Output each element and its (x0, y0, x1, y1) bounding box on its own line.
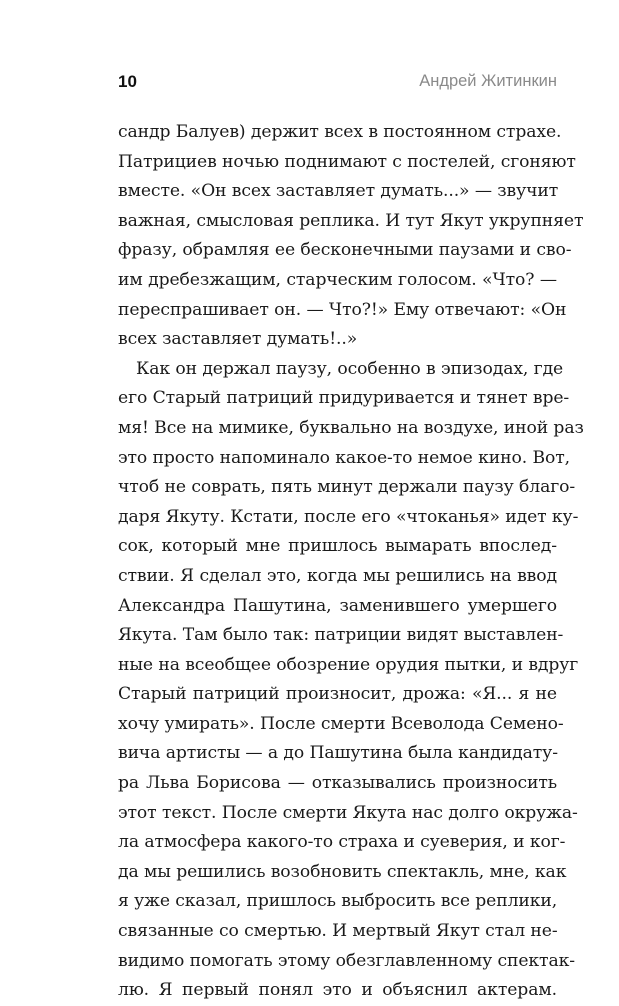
paragraph (118, 118, 584, 355)
text-line: этот текст. После смерти Якута нас долго окружа- (118, 802, 578, 823)
text-line: его Старый патриций придуривается и тянет вре- (118, 388, 570, 409)
body-text (118, 118, 584, 1006)
paragraph (118, 355, 584, 1006)
text-line: Якута. Там было так: патриции видят выставлен- (118, 625, 564, 646)
text-line: даря Якуту. Кстати, после его «чтоканья» идет ку- (118, 506, 579, 527)
text-line: я уже сказал, пришлось выбросить все реплики, (118, 891, 558, 912)
text-line: ра Льва Борисова — отказывались произносить (118, 773, 557, 794)
text-line: ствии. Я сделал это, когда мы решились на ввод (118, 565, 557, 586)
text-line: Как он держал паузу, особенно в эпизодах, где (136, 358, 564, 379)
text-line: вича артисты — а до Пашутина была кандидату- (118, 743, 558, 764)
text-line: лю. Я первый понял это и объяснил актерам. (118, 980, 557, 1001)
text-line: чтоб не соврать, пять минут держали паузу благо- (118, 477, 576, 498)
text-line: фразу, обрамляя ее бесконечными паузами и сво- (118, 240, 572, 261)
page-number: 10 (118, 72, 137, 91)
text-line: хочу умирать». После смерти Всеволода Семено- (118, 713, 564, 734)
text-line: вместе. «Он всех заставляет думать...» — звучит (118, 181, 559, 202)
text-line: Старый патриций произносит, дрожа: «Я... я не (118, 684, 557, 705)
text-line: ные на всеобщее обозрение орудия пытки, и вдруг (118, 654, 579, 675)
text-line: им дребезжащим, старческим голосом. «Что? — (118, 269, 557, 290)
text-line: да мы решились возобновить спектакль, мне, как (118, 861, 567, 882)
running-title-author: Андрей Житинкин (419, 72, 557, 90)
text-line: мя! Все на мимике, буквально на воздухе, иной раз (118, 417, 584, 438)
text-line: всех заставляет думать!..» (118, 329, 358, 350)
text-line: Патрициев ночью поднимают с постелей, сгоняют (118, 151, 576, 172)
text-line: важная, смысловая реплика. И тут Якут укрупняет (118, 210, 584, 231)
text-line: видимо помогать этому обезглавленному спектак- (118, 950, 575, 971)
page-header (118, 72, 557, 98)
text-line: ла атмосфера какого-то страха и суеверия, и ког- (118, 832, 566, 853)
text-line: переспрашивает он. — Что?!» Ему отвечают: «Он (118, 299, 567, 320)
text-line: связанные со смертью. И мертвый Якут стал не- (118, 921, 558, 942)
text-line: это просто напоминало какое-то немое кино. Вот, (118, 447, 570, 468)
text-line: Александра Пашутина, заменившего умершего (118, 595, 557, 616)
text-line: сандр Балуев) держит всех в постоянном страхе. (118, 122, 562, 142)
text-line: сок, который мне пришлось вымарать впослед- (118, 536, 557, 557)
